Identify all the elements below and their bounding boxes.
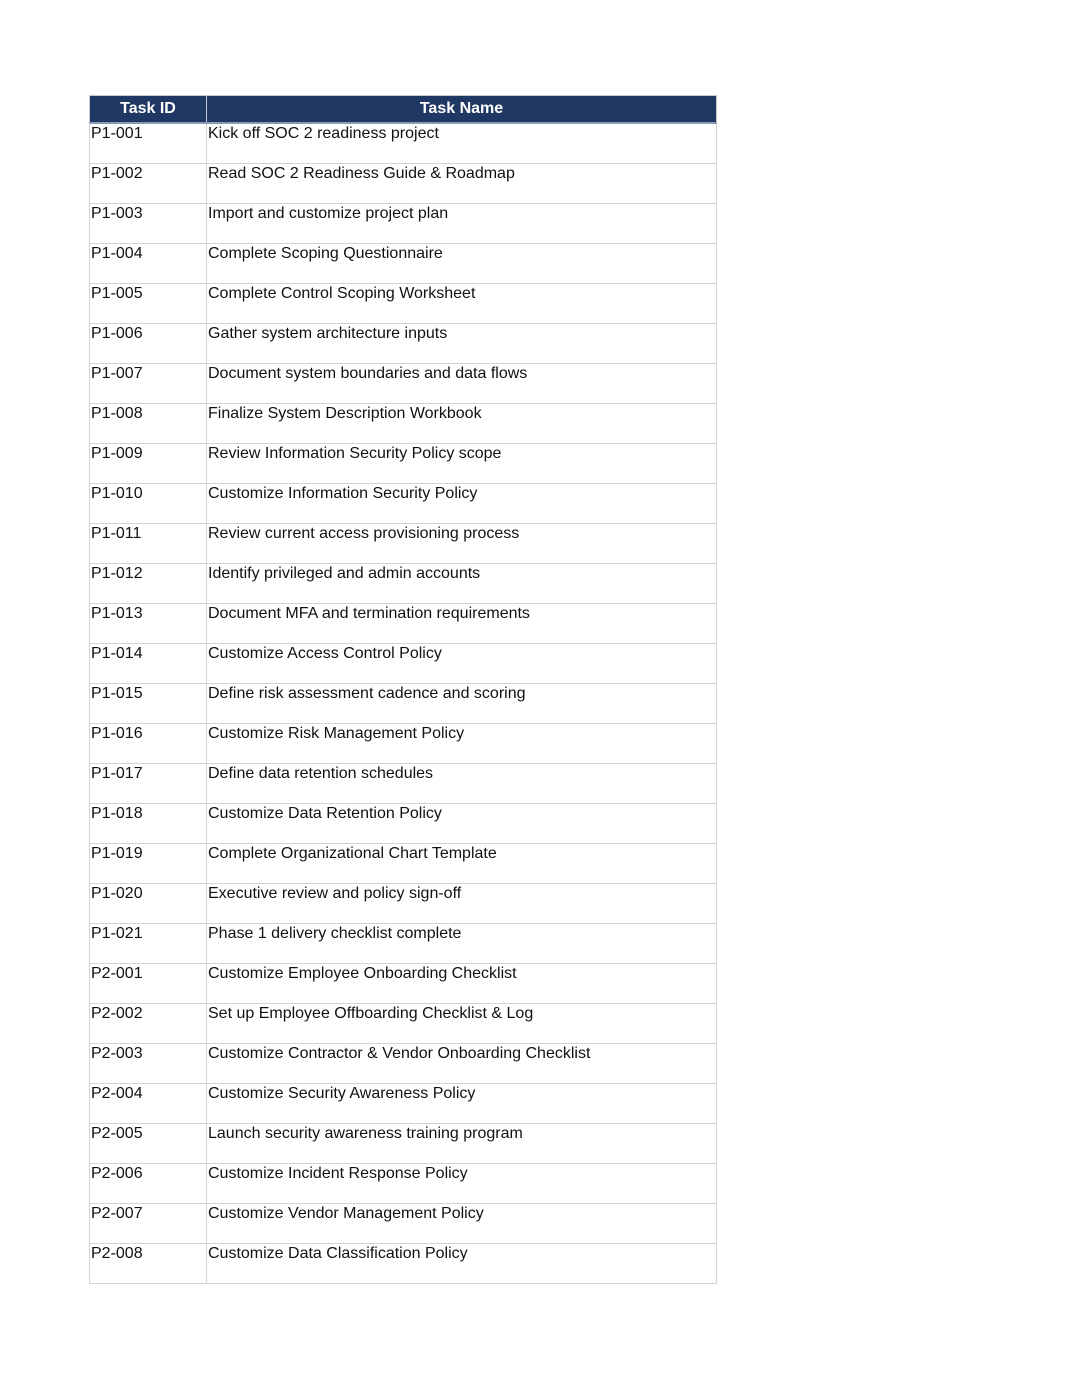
task-name-cell[interactable]: Review Information Security Policy scope <box>207 444 717 484</box>
table-row <box>90 244 717 284</box>
task-name-cell[interactable]: Document system boundaries and data flows <box>207 364 717 404</box>
task-name-cell[interactable]: Customize Security Awareness Policy <box>207 1084 717 1124</box>
task-table-header <box>90 96 717 124</box>
task-name-cell[interactable]: Import and customize project plan <box>207 204 717 244</box>
task-id-cell[interactable]: P1-015 <box>90 684 207 724</box>
task-id-cell[interactable]: P1-012 <box>90 564 207 604</box>
table-row <box>90 764 717 804</box>
header-row <box>90 96 717 124</box>
table-row <box>90 724 717 764</box>
table-row <box>90 1004 717 1044</box>
task-id-cell[interactable]: P1-017 <box>90 764 207 804</box>
task-id-cell[interactable]: P2-006 <box>90 1164 207 1204</box>
task-name-cell[interactable]: Executive review and policy sign-off <box>207 884 717 924</box>
table-row <box>90 484 717 524</box>
task-name-cell[interactable]: Customize Data Classification Policy <box>207 1244 717 1284</box>
table-row <box>90 1084 717 1124</box>
task-id-cell[interactable]: P1-008 <box>90 404 207 444</box>
task-name-cell[interactable]: Customize Information Security Policy <box>207 484 717 524</box>
task-id-cell[interactable]: P1-007 <box>90 364 207 404</box>
task-id-cell[interactable]: P1-004 <box>90 244 207 284</box>
task-name-cell[interactable]: Set up Employee Offboarding Checklist & Log <box>207 1004 717 1044</box>
task-id-cell[interactable]: P1-019 <box>90 844 207 884</box>
task-id-cell[interactable]: P1-009 <box>90 444 207 484</box>
task-name-cell[interactable]: Customize Access Control Policy <box>207 644 717 684</box>
task-name-cell[interactable]: Launch security awareness training program <box>207 1124 717 1164</box>
task-name-cell[interactable]: Complete Scoping Questionnaire <box>207 244 717 284</box>
task-name-cell[interactable]: Read SOC 2 Readiness Guide & Roadmap <box>207 164 717 204</box>
table-row <box>90 644 717 684</box>
task-name-cell[interactable]: Complete Organizational Chart Template <box>207 844 717 884</box>
task-name-cell[interactable]: Identify privileged and admin accounts <box>207 564 717 604</box>
column-header-task-id[interactable]: Task ID <box>90 96 207 124</box>
task-name-cell[interactable]: Review current access provisioning process <box>207 524 717 564</box>
task-name-cell[interactable]: Customize Data Retention Policy <box>207 804 717 844</box>
task-name-cell[interactable]: Gather system architecture inputs <box>207 324 717 364</box>
task-id-cell[interactable]: P1-005 <box>90 284 207 324</box>
task-table <box>89 95 717 1284</box>
task-id-cell[interactable]: P1-014 <box>90 644 207 684</box>
table-row <box>90 844 717 884</box>
task-id-cell[interactable]: P1-018 <box>90 804 207 844</box>
table-row <box>90 1244 717 1284</box>
task-id-cell[interactable]: P1-016 <box>90 724 207 764</box>
table-row <box>90 1204 717 1244</box>
task-id-cell[interactable]: P2-002 <box>90 1004 207 1044</box>
task-id-cell[interactable]: P2-004 <box>90 1084 207 1124</box>
table-row <box>90 884 717 924</box>
task-id-cell[interactable]: P2-003 <box>90 1044 207 1084</box>
task-id-cell[interactable]: P1-021 <box>90 924 207 964</box>
task-name-cell[interactable]: Phase 1 delivery checklist complete <box>207 924 717 964</box>
task-name-cell[interactable]: Customize Incident Response Policy <box>207 1164 717 1204</box>
task-id-cell[interactable]: P2-008 <box>90 1244 207 1284</box>
table-row <box>90 364 717 404</box>
table-row <box>90 564 717 604</box>
table-row <box>90 684 717 724</box>
task-name-cell[interactable]: Finalize System Description Workbook <box>207 404 717 444</box>
column-header-task-name[interactable]: Task Name <box>207 96 717 124</box>
task-name-cell[interactable]: Complete Control Scoping Worksheet <box>207 284 717 324</box>
task-name-cell[interactable]: Kick off SOC 2 readiness project <box>207 123 717 164</box>
task-id-cell[interactable]: P1-002 <box>90 164 207 204</box>
table-row <box>90 404 717 444</box>
task-id-cell[interactable]: P1-001 <box>90 123 207 164</box>
task-id-cell[interactable]: P1-020 <box>90 884 207 924</box>
table-row <box>90 284 717 324</box>
task-id-cell[interactable]: P2-007 <box>90 1204 207 1244</box>
table-row <box>90 1044 717 1084</box>
table-row <box>90 924 717 964</box>
task-name-cell[interactable]: Document MFA and termination requirements <box>207 604 717 644</box>
table-row <box>90 324 717 364</box>
task-name-cell[interactable]: Customize Vendor Management Policy <box>207 1204 717 1244</box>
task-name-cell[interactable]: Customize Risk Management Policy <box>207 724 717 764</box>
task-name-cell[interactable]: Customize Employee Onboarding Checklist <box>207 964 717 1004</box>
task-table-body <box>90 123 717 1284</box>
task-id-cell[interactable]: P1-010 <box>90 484 207 524</box>
task-name-cell[interactable]: Customize Contractor & Vendor Onboarding Checklist <box>207 1044 717 1084</box>
table-row <box>90 1164 717 1204</box>
task-id-cell[interactable]: P1-013 <box>90 604 207 644</box>
table-row <box>90 604 717 644</box>
table-row <box>90 804 717 844</box>
table-row <box>90 444 717 484</box>
table-row <box>90 524 717 564</box>
task-name-cell[interactable]: Define risk assessment cadence and scoring <box>207 684 717 724</box>
task-id-cell[interactable]: P1-006 <box>90 324 207 364</box>
table-row <box>90 204 717 244</box>
task-name-cell[interactable]: Define data retention schedules <box>207 764 717 804</box>
table-row <box>90 123 717 164</box>
task-id-cell[interactable]: P2-001 <box>90 964 207 1004</box>
table-row <box>90 164 717 204</box>
task-id-cell[interactable]: P1-011 <box>90 524 207 564</box>
table-row <box>90 1124 717 1164</box>
task-id-cell[interactable]: P1-003 <box>90 204 207 244</box>
task-id-cell[interactable]: P2-005 <box>90 1124 207 1164</box>
table-row <box>90 964 717 1004</box>
